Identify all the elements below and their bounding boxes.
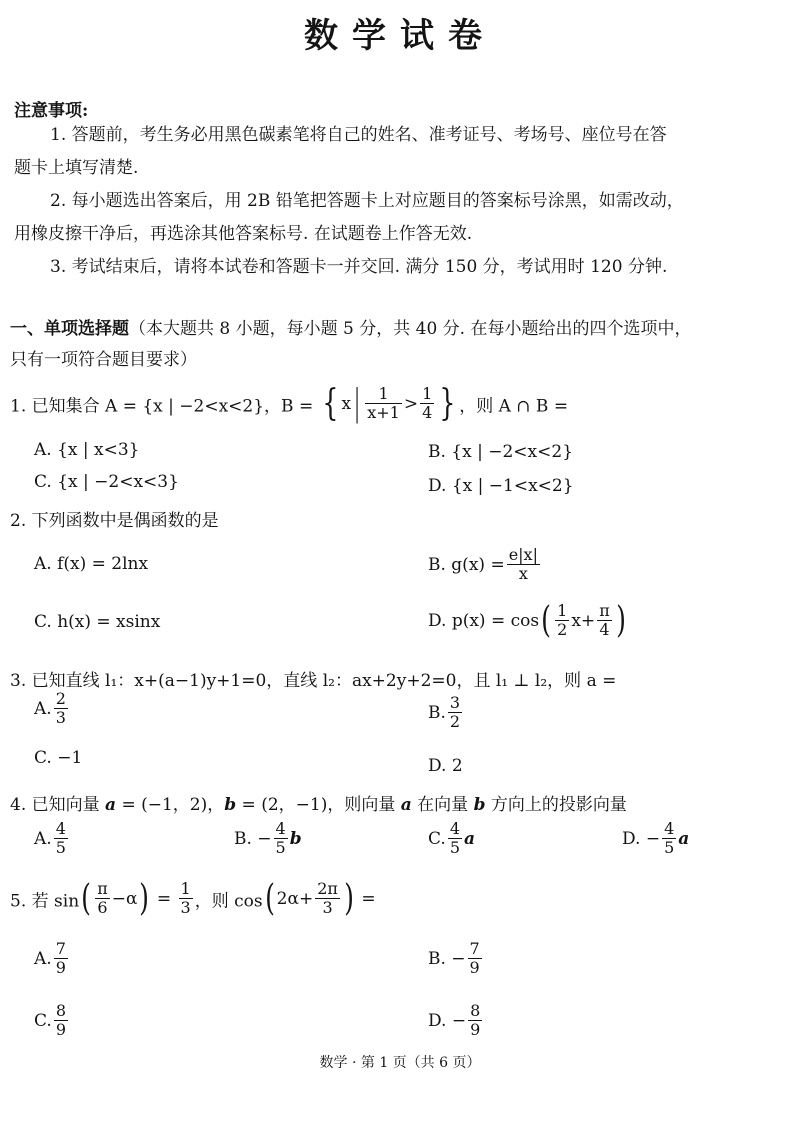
q2-option-d: D. p(x) = cos( $\frac{1}{2}$ x+ $\frac{\pi}{4}$ ) bbox=[428, 599, 626, 641]
q5-option-d: D. − $\frac{8}{9}$ bbox=[428, 1001, 481, 1040]
section-desc: （本大题共 8 小题，每小题 5 分，共 40 分. 在每小题给出的四个选项中， bbox=[129, 319, 692, 339]
notice-line: 2. 每小题选出答案后，用 2B 铅笔把答题卡上对应题目的答案标号涂黑，如需改动， bbox=[50, 191, 684, 211]
q1-option-a: A. {x | x<3} bbox=[34, 440, 140, 460]
page-title: 数学试卷 bbox=[304, 16, 496, 56]
section-desc-line2: 只有一项符合题目要求） bbox=[10, 350, 197, 370]
q3-option-d: D. 2 bbox=[428, 756, 463, 776]
q5-option-c: C. $\frac{8}{9}$ bbox=[34, 1001, 66, 1040]
section-heading bbox=[10, 314, 692, 339]
q3-option-b: B. $\frac{3}{2}$ bbox=[428, 693, 461, 732]
q2-option-c: C. h(x) = xsinx bbox=[34, 612, 161, 632]
notice-line: 3. 考试结束后，请将本试卷和答题卡一并交回. 满分 150 分，考试用时 120 分钟. bbox=[50, 257, 668, 277]
q1-option-d: D. {x | −1<x<2} bbox=[428, 476, 574, 496]
q4-option-d: D. − $\frac{4}{5}$ a bbox=[622, 819, 690, 858]
notice-line: 用橡皮擦干净后，再选涂其他答案标号. 在试题卷上作答无效. bbox=[14, 224, 473, 244]
question-1-stem: 1. 已知集合 A = {x | −2<x<2}，B = { x | $\frac{1}{x+1}$ > $\frac{1}{4}$ } ，则 A ∩ B = bbox=[10, 382, 569, 424]
q1-option-b: B. {x | −2<x<2} bbox=[428, 442, 574, 462]
q2-option-b: B. g(x) = $\frac{e|x|}{x}$ bbox=[428, 545, 538, 584]
q3-option-c: C. −1 bbox=[34, 748, 83, 768]
page-footer: 数学 · 第 1 页（共 6 页） bbox=[319, 1055, 481, 1071]
q5-option-a: A. $\frac{7}{9}$ bbox=[34, 939, 66, 978]
q5-option-b: B. − $\frac{7}{9}$ bbox=[428, 939, 480, 978]
q4-option-a: A. $\frac{4}{5}$ bbox=[34, 819, 66, 858]
q4-option-b: B. − $\frac{4}{5}$ b bbox=[234, 819, 302, 858]
notice-line: 1. 答题前，考生务必用黑色碳素笔将自己的姓名、准考证号、考场号、座位号在答 bbox=[50, 125, 667, 145]
question-2-stem: 2. 下列函数中是偶函数的是 bbox=[10, 511, 219, 531]
q1-option-c: C. {x | −2<x<3} bbox=[34, 472, 179, 492]
question-3-stem: 3. 已知直线 l₁：x+(a−1)y+1=0，直线 l₂：ax+2y+2=0，且 l₁ ⊥ l₂，则 a = bbox=[10, 671, 617, 691]
notice-heading: 注意事项: bbox=[14, 101, 89, 121]
q2-option-a: A. f(x) = 2lnx bbox=[34, 554, 149, 574]
q4-option-c: C. $\frac{4}{5}$ a bbox=[428, 819, 476, 858]
question-5-stem: 5. 若 sin( $\frac{\pi}{6}$ −α) = $\frac{1}{3}$ ，则 cos( 2α+ $\frac{2\pi}{3}$ ) = bbox=[10, 877, 376, 919]
question-4-stem: 4. 已知向量 a = (−1，2)，b = (2，−1)，则向量 a 在向量 b 方向上的投影向量 bbox=[10, 795, 627, 815]
notice-line: 题卡上填写清楚. bbox=[14, 158, 139, 178]
q3-option-a: A. $\frac{2}{3}$ bbox=[34, 689, 66, 728]
section-title: 一、单项选择题 bbox=[10, 319, 129, 339]
